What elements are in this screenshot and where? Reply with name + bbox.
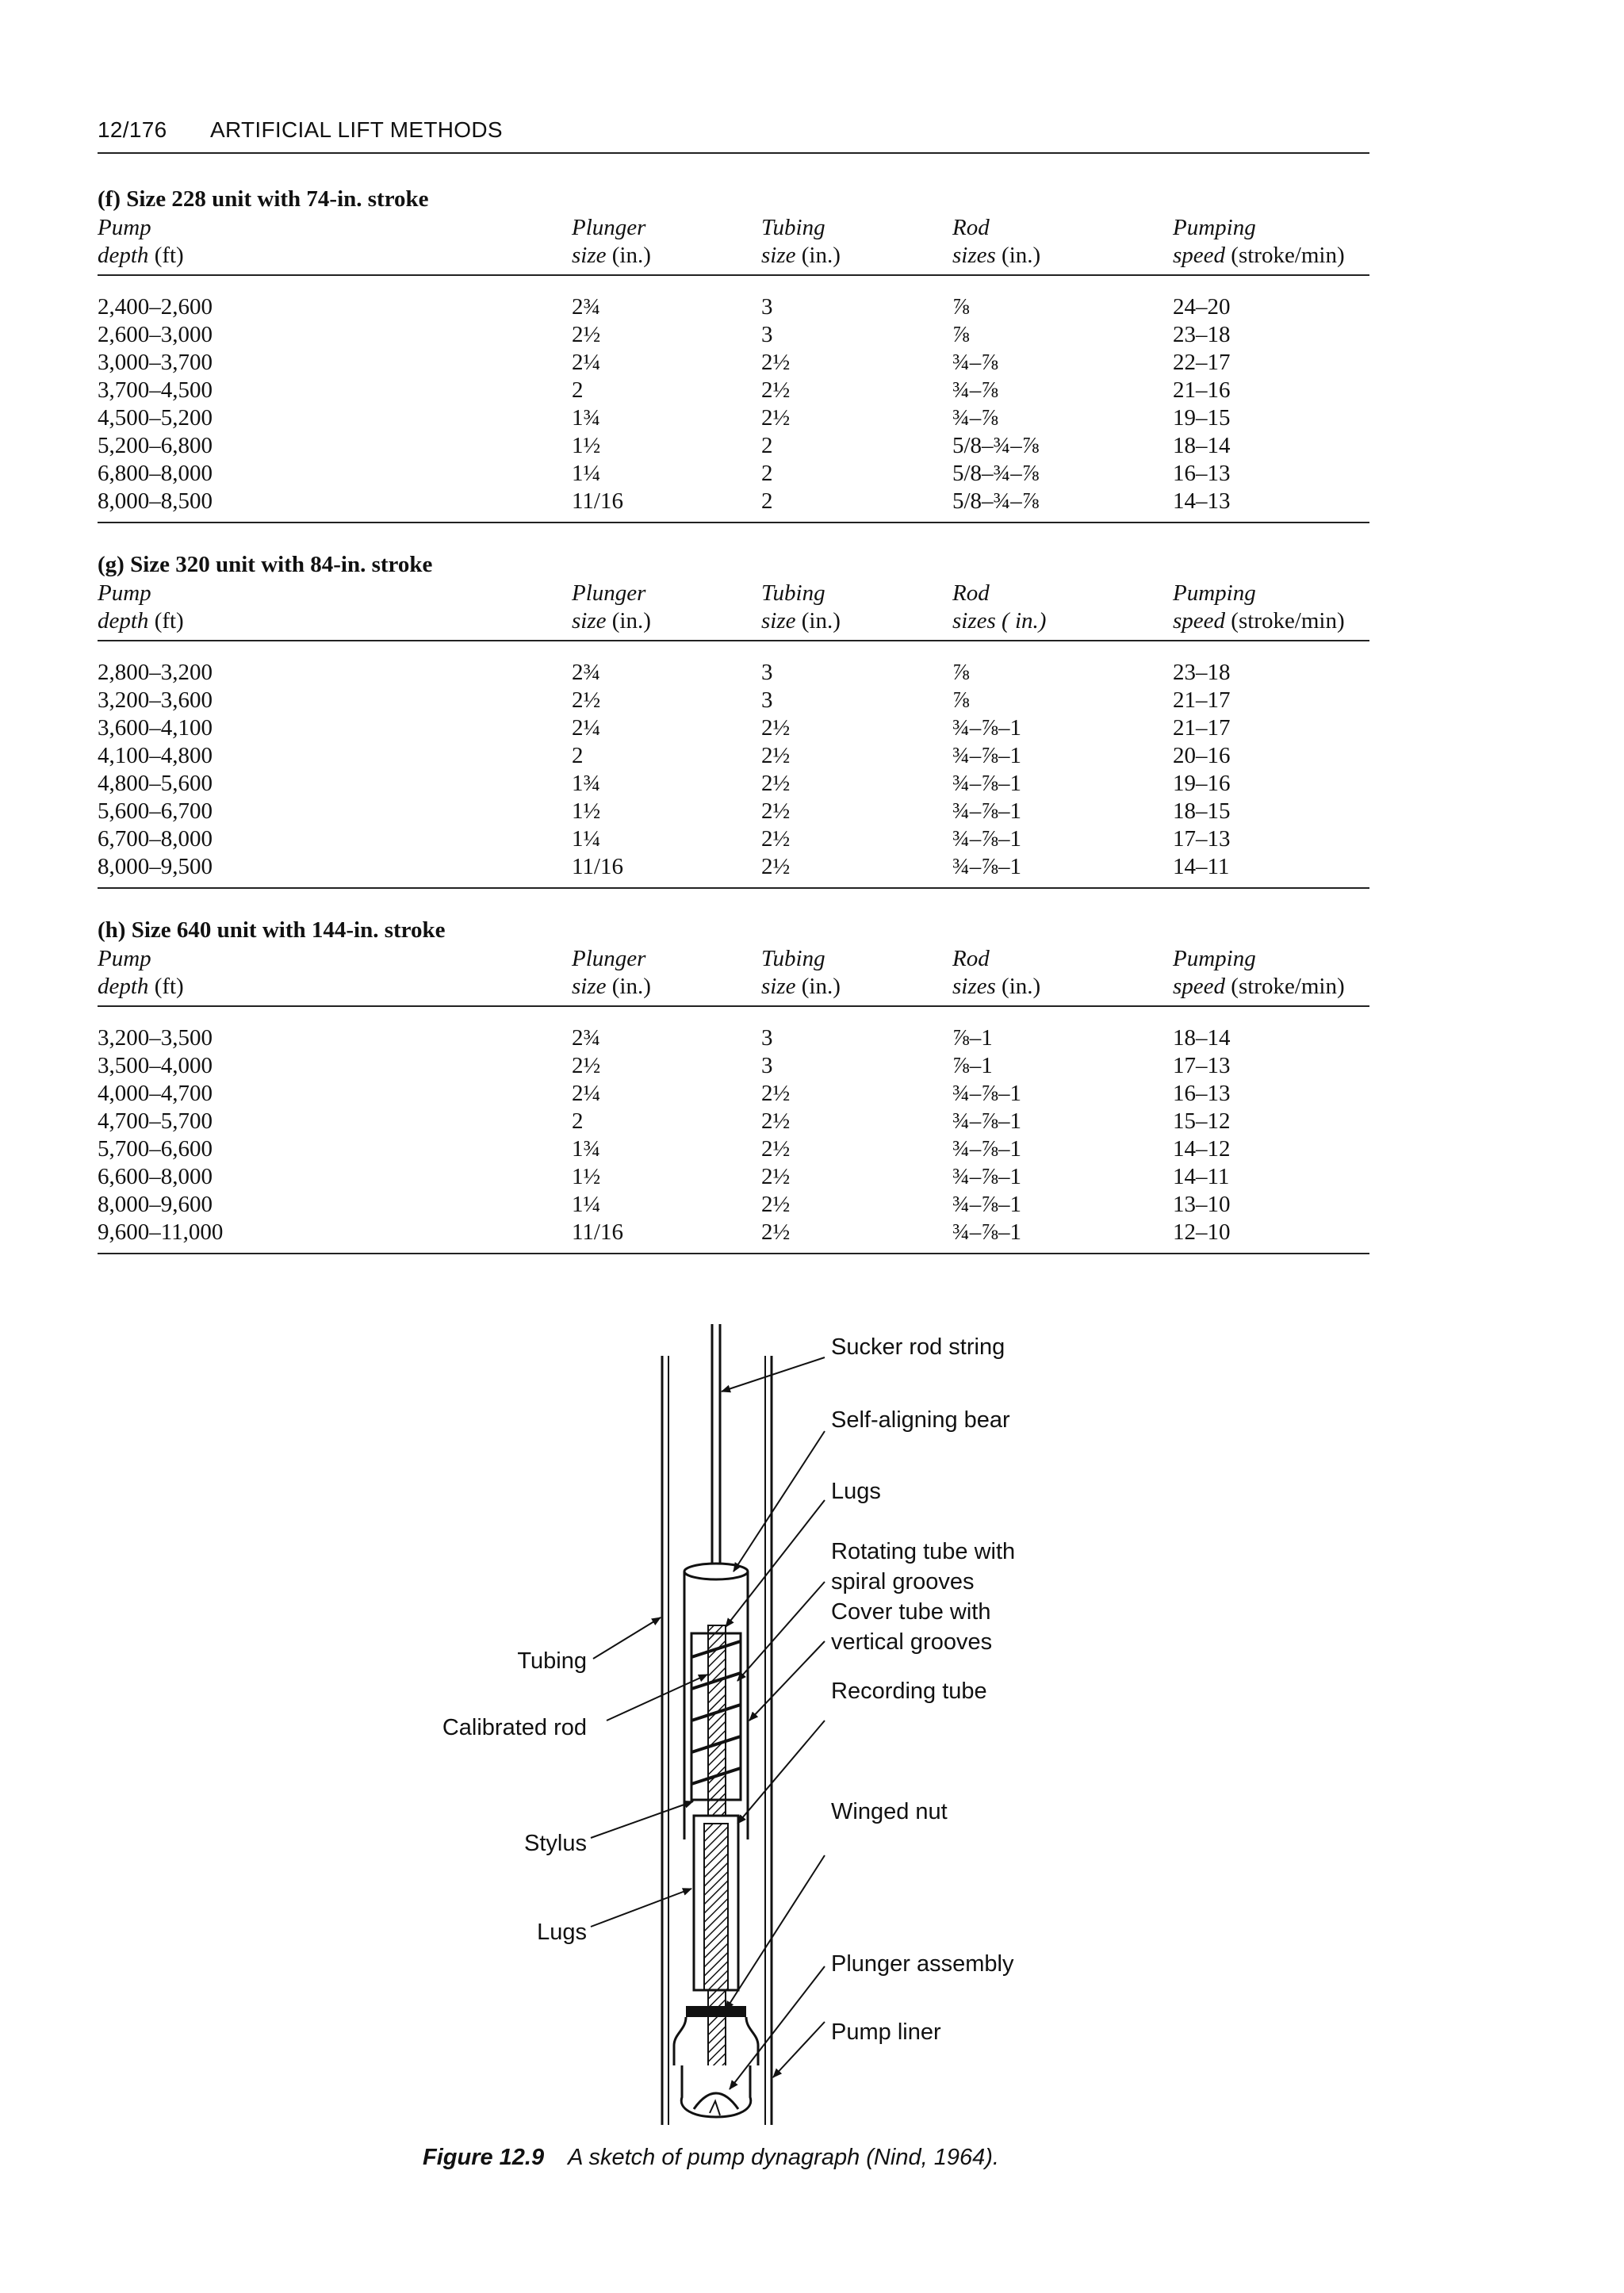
cell-rod-sizes: ⅞ <box>952 687 970 713</box>
cell-rod-sizes: ⅞ <box>952 322 970 347</box>
cell-plunger-size: 2 <box>572 743 584 768</box>
cell-rod-sizes: ¾–⅞–1 <box>952 854 1021 879</box>
cell-pump-depth: 5,700–6,600 <box>98 1136 213 1162</box>
cell-plunger-size: 2½ <box>572 1053 601 1078</box>
cell-plunger-size: 1¾ <box>572 405 601 431</box>
column-header-tubing-size: Tubing size (in.) <box>761 580 841 634</box>
column-header-pumping-speed: Pumping speed (stroke/min) <box>1173 580 1345 634</box>
cell-plunger-size: 2¾ <box>572 294 601 320</box>
cell-pumping-speed: 15–12 <box>1173 1108 1231 1134</box>
column-header-plunger-size: Plunger size (in.) <box>572 946 651 999</box>
table-row <box>98 349 1369 377</box>
table-row <box>98 798 1369 825</box>
cell-rod-sizes: 5/8–¾–⅞ <box>952 433 1040 458</box>
cell-pump-depth: 2,800–3,200 <box>98 660 213 685</box>
table-row <box>98 488 1369 515</box>
cell-plunger-size: 2 <box>572 377 584 403</box>
cell-rod-sizes: ¾–⅞–1 <box>952 1081 1021 1106</box>
winged-nut <box>686 2006 746 2017</box>
table-title: (g) Size 320 unit with 84-in. stroke <box>98 552 433 577</box>
cell-tubing-size: 2½ <box>761 377 791 403</box>
cell-tubing-size: 2½ <box>761 771 791 796</box>
label-winged-nut: Winged nut <box>831 1799 948 1824</box>
column-header-pump-depth: Pump depth (ft) <box>98 946 184 999</box>
cell-plunger-size: 2¾ <box>572 1025 601 1051</box>
cell-pumping-speed: 14–12 <box>1173 1136 1231 1162</box>
cell-pumping-speed: 18–14 <box>1173 433 1231 458</box>
cell-plunger-size: 11/16 <box>572 1219 623 1245</box>
column-header-rod-sizes: Rod sizes (in.) <box>952 215 1041 268</box>
cell-pumping-speed: 23–18 <box>1173 322 1231 347</box>
label-tubing: Tubing <box>517 1648 587 1674</box>
cell-pumping-speed: 17–13 <box>1173 826 1231 852</box>
label-plunger-assembly: Plunger assembly <box>831 1951 1014 1977</box>
label-rotating-tube-line1: Rotating tube with <box>831 1539 1016 1564</box>
cell-tubing-size: 3 <box>761 660 773 685</box>
column-header-pump-depth: Pump depth (ft) <box>98 215 184 268</box>
cell-tubing-size: 2½ <box>761 798 791 824</box>
cell-rod-sizes: ¾–⅞–1 <box>952 798 1021 824</box>
table-row <box>98 1052 1369 1080</box>
table-row <box>98 432 1369 460</box>
cell-plunger-size: 2¼ <box>572 1081 601 1106</box>
cell-pumping-speed: 14–13 <box>1173 488 1231 514</box>
cell-pump-depth: 4,700–5,700 <box>98 1108 213 1134</box>
column-header-pumping-speed: Pumping speed (stroke/min) <box>1173 946 1345 999</box>
cell-pump-depth: 8,000–9,600 <box>98 1192 213 1217</box>
plunger-assembly <box>681 2065 751 2117</box>
cell-plunger-size: 2 <box>572 1108 584 1134</box>
table-g <box>98 551 1369 892</box>
cell-rod-sizes: ¾–⅞–1 <box>952 771 1021 796</box>
table-title: (h) Size 640 unit with 144-in. stroke <box>98 917 446 943</box>
label-calibrated-rod: Calibrated rod <box>442 1715 587 1740</box>
cell-pumping-speed: 18–15 <box>1173 798 1231 824</box>
cell-pumping-speed: 18–14 <box>1173 1025 1231 1051</box>
cell-rod-sizes: ¾–⅞–1 <box>952 1192 1021 1217</box>
column-header-plunger-size: Plunger size (in.) <box>572 580 651 634</box>
cell-tubing-size: 2 <box>761 461 773 486</box>
cell-rod-sizes: ¾–⅞–1 <box>952 826 1021 852</box>
cell-tubing-size: 2½ <box>761 405 791 431</box>
cell-plunger-size: 1¼ <box>572 826 601 852</box>
cell-plunger-size: 11/16 <box>572 854 623 879</box>
cell-pump-depth: 6,800–8,000 <box>98 461 213 486</box>
table-row <box>98 1024 1369 1052</box>
cell-plunger-size: 1¼ <box>572 461 601 486</box>
cell-plunger-size: 2½ <box>572 687 601 713</box>
table-row <box>98 1108 1369 1135</box>
header-rule <box>98 1005 1369 1007</box>
cell-rod-sizes: ¾–⅞ <box>952 377 998 403</box>
cell-rod-sizes: ¾–⅞ <box>952 405 998 431</box>
footer-rule <box>98 522 1369 523</box>
cell-pumping-speed: 14–11 <box>1173 1164 1230 1189</box>
cell-tubing-size: 2½ <box>761 1108 791 1134</box>
cell-rod-sizes: ¾–⅞–1 <box>952 1219 1021 1245</box>
cell-tubing-size: 3 <box>761 1053 773 1078</box>
table-row <box>98 853 1369 881</box>
column-header-rod-sizes: Rod sizes ( in.) <box>952 580 1047 634</box>
cell-rod-sizes: ¾–⅞ <box>952 350 998 375</box>
cell-pump-depth: 3,700–4,500 <box>98 377 213 403</box>
table-row <box>98 460 1369 488</box>
cell-pump-depth: 4,800–5,600 <box>98 771 213 796</box>
cell-pumping-speed: 16–13 <box>1173 461 1231 486</box>
cell-pumping-speed: 17–13 <box>1173 1053 1231 1078</box>
label-recording-tube: Recording tube <box>831 1679 987 1704</box>
cell-pumping-speed: 19–16 <box>1173 771 1231 796</box>
table-row <box>98 404 1369 432</box>
table-body <box>98 1024 1369 1246</box>
table-body <box>98 293 1369 515</box>
table-row <box>98 742 1369 770</box>
table-row <box>98 770 1369 798</box>
table-row <box>98 1191 1369 1219</box>
cell-pump-depth: 3,500–4,000 <box>98 1053 213 1078</box>
cell-pump-depth: 4,000–4,700 <box>98 1081 213 1106</box>
cell-pump-depth: 3,200–3,500 <box>98 1025 213 1051</box>
cell-pumping-speed: 23–18 <box>1173 660 1231 685</box>
figure-caption <box>423 2145 999 2171</box>
cell-pumping-speed: 24–20 <box>1173 294 1231 320</box>
cell-tubing-size: 2½ <box>761 854 791 879</box>
cell-plunger-size: 1¾ <box>572 771 601 796</box>
cell-rod-sizes: ⅞ <box>952 660 970 685</box>
header-rule <box>98 274 1369 276</box>
figure-number: Figure 12.9 <box>423 2145 545 2170</box>
table-row <box>98 714 1369 742</box>
cell-tubing-size: 3 <box>761 687 773 713</box>
cell-pump-depth: 2,400–2,600 <box>98 294 213 320</box>
cell-plunger-size: 1¾ <box>572 1136 601 1162</box>
cell-tubing-size: 2 <box>761 433 773 458</box>
cell-pump-depth: 3,600–4,100 <box>98 715 213 741</box>
cell-pump-depth: 5,600–6,700 <box>98 798 213 824</box>
page-number: 12/176 <box>98 117 167 142</box>
cell-plunger-size: 2½ <box>572 322 601 347</box>
cell-pump-depth: 3,000–3,700 <box>98 350 213 375</box>
table-h <box>98 917 1369 1258</box>
column-header-tubing-size: Tubing size (in.) <box>761 946 841 999</box>
cell-rod-sizes: ¾–⅞–1 <box>952 715 1021 741</box>
table-row <box>98 1080 1369 1108</box>
cell-tubing-size: 2½ <box>761 1219 791 1245</box>
cell-rod-sizes: ⅞–1 <box>952 1025 993 1051</box>
cell-plunger-size: 1½ <box>572 1164 601 1189</box>
cell-rod-sizes: 5/8–¾–⅞ <box>952 488 1040 514</box>
cell-pumping-speed: 20–16 <box>1173 743 1231 768</box>
table-row <box>98 687 1369 714</box>
cell-plunger-size: 2¾ <box>572 660 601 685</box>
chapter-title: ARTIFICIAL LIFT METHODS <box>210 117 503 142</box>
cell-pump-depth: 8,000–9,500 <box>98 854 213 879</box>
cell-tubing-size: 2½ <box>761 1192 791 1217</box>
cell-plunger-size: 1½ <box>572 798 601 824</box>
cell-tubing-size: 2½ <box>761 1164 791 1189</box>
cell-pump-depth: 9,600–11,000 <box>98 1219 224 1245</box>
cell-rod-sizes: 5/8–¾–⅞ <box>952 461 1040 486</box>
table-row <box>98 321 1369 349</box>
column-header-tubing-size: Tubing size (in.) <box>761 215 841 268</box>
label-pump-liner: Pump liner <box>831 2019 941 2045</box>
column-header-rod-sizes: Rod sizes (in.) <box>952 946 1041 999</box>
figure-caption-text: A sketch of pump dynagraph (Nind, 1964). <box>568 2145 999 2170</box>
cell-tubing-size: 2½ <box>761 715 791 741</box>
cell-tubing-size: 3 <box>761 322 773 347</box>
label-sucker-rod-string: Sucker rod string <box>831 1334 1005 1360</box>
table-row <box>98 1163 1369 1191</box>
column-header-plunger-size: Plunger size (in.) <box>572 215 651 268</box>
table-row <box>98 377 1369 404</box>
cell-pumping-speed: 13–10 <box>1173 1192 1231 1217</box>
cell-plunger-size: 1¼ <box>572 1192 601 1217</box>
cell-rod-sizes: ⅞–1 <box>952 1053 993 1078</box>
label-cover-tube-line1: Cover tube with <box>831 1599 991 1625</box>
cell-tubing-size: 2 <box>761 488 773 514</box>
table-row <box>98 293 1369 321</box>
cell-rod-sizes: ¾–⅞–1 <box>952 743 1021 768</box>
cell-pumping-speed: 21–16 <box>1173 377 1231 403</box>
cell-plunger-size: 2¼ <box>572 715 601 741</box>
table-row <box>98 659 1369 687</box>
column-header-pumping-speed: Pumping speed (stroke/min) <box>1173 215 1345 268</box>
cell-tubing-size: 3 <box>761 1025 773 1051</box>
cell-rod-sizes: ¾–⅞–1 <box>952 1164 1021 1189</box>
cell-pump-depth: 5,200–6,800 <box>98 433 213 458</box>
cell-pumping-speed: 22–17 <box>1173 350 1231 375</box>
cell-plunger-size: 11/16 <box>572 488 623 514</box>
cell-plunger-size: 1½ <box>572 433 601 458</box>
cell-pump-depth: 2,600–3,000 <box>98 322 213 347</box>
table-f <box>98 186 1369 526</box>
label-self-aligning-bear: Self-aligning bear <box>831 1407 1010 1433</box>
cell-pump-depth: 6,700–8,000 <box>98 826 213 852</box>
cell-rod-sizes: ⅞ <box>952 294 970 320</box>
table-row <box>98 1135 1369 1163</box>
header-rule <box>98 640 1369 641</box>
table-title: (f) Size 228 unit with 74-in. stroke <box>98 186 429 212</box>
label-rotating-tube-line2: spiral grooves <box>831 1569 975 1594</box>
column-header-pump-depth: Pump depth (ft) <box>98 580 184 634</box>
cell-pump-depth: 4,100–4,800 <box>98 743 213 768</box>
cell-pumping-speed: 14–11 <box>1173 854 1230 879</box>
footer-rule <box>98 1253 1369 1254</box>
cell-pumping-speed: 21–17 <box>1173 715 1231 741</box>
cell-tubing-size: 2½ <box>761 350 791 375</box>
table-body <box>98 659 1369 881</box>
table-row <box>98 1219 1369 1246</box>
dynagraph-figure <box>412 1316 1126 2133</box>
cell-pump-depth: 4,500–5,200 <box>98 405 213 431</box>
label-lugs-lower: Lugs <box>537 1920 587 1945</box>
cell-tubing-size: 2½ <box>761 826 791 852</box>
running-head <box>98 116 1369 154</box>
cell-plunger-size: 2¼ <box>572 350 601 375</box>
cell-pump-depth: 8,000–8,500 <box>98 488 213 514</box>
cell-pump-depth: 6,600–8,000 <box>98 1164 213 1189</box>
cell-pump-depth: 3,200–3,600 <box>98 687 213 713</box>
cell-pumping-speed: 12–10 <box>1173 1219 1231 1245</box>
cell-tubing-size: 2½ <box>761 743 791 768</box>
cell-tubing-size: 2½ <box>761 1081 791 1106</box>
cell-rod-sizes: ¾–⅞–1 <box>952 1136 1021 1162</box>
cell-pumping-speed: 21–17 <box>1173 687 1231 713</box>
cell-tubing-size: 3 <box>761 294 773 320</box>
table-row <box>98 825 1369 853</box>
cell-pumping-speed: 16–13 <box>1173 1081 1231 1106</box>
footer-rule <box>98 887 1369 889</box>
cell-tubing-size: 2½ <box>761 1136 791 1162</box>
cell-pumping-speed: 19–15 <box>1173 405 1231 431</box>
label-stylus: Stylus <box>524 1831 587 1856</box>
cell-rod-sizes: ¾–⅞–1 <box>952 1108 1021 1134</box>
label-cover-tube-line2: vertical grooves <box>831 1629 993 1655</box>
label-lugs-upper: Lugs <box>831 1479 881 1504</box>
